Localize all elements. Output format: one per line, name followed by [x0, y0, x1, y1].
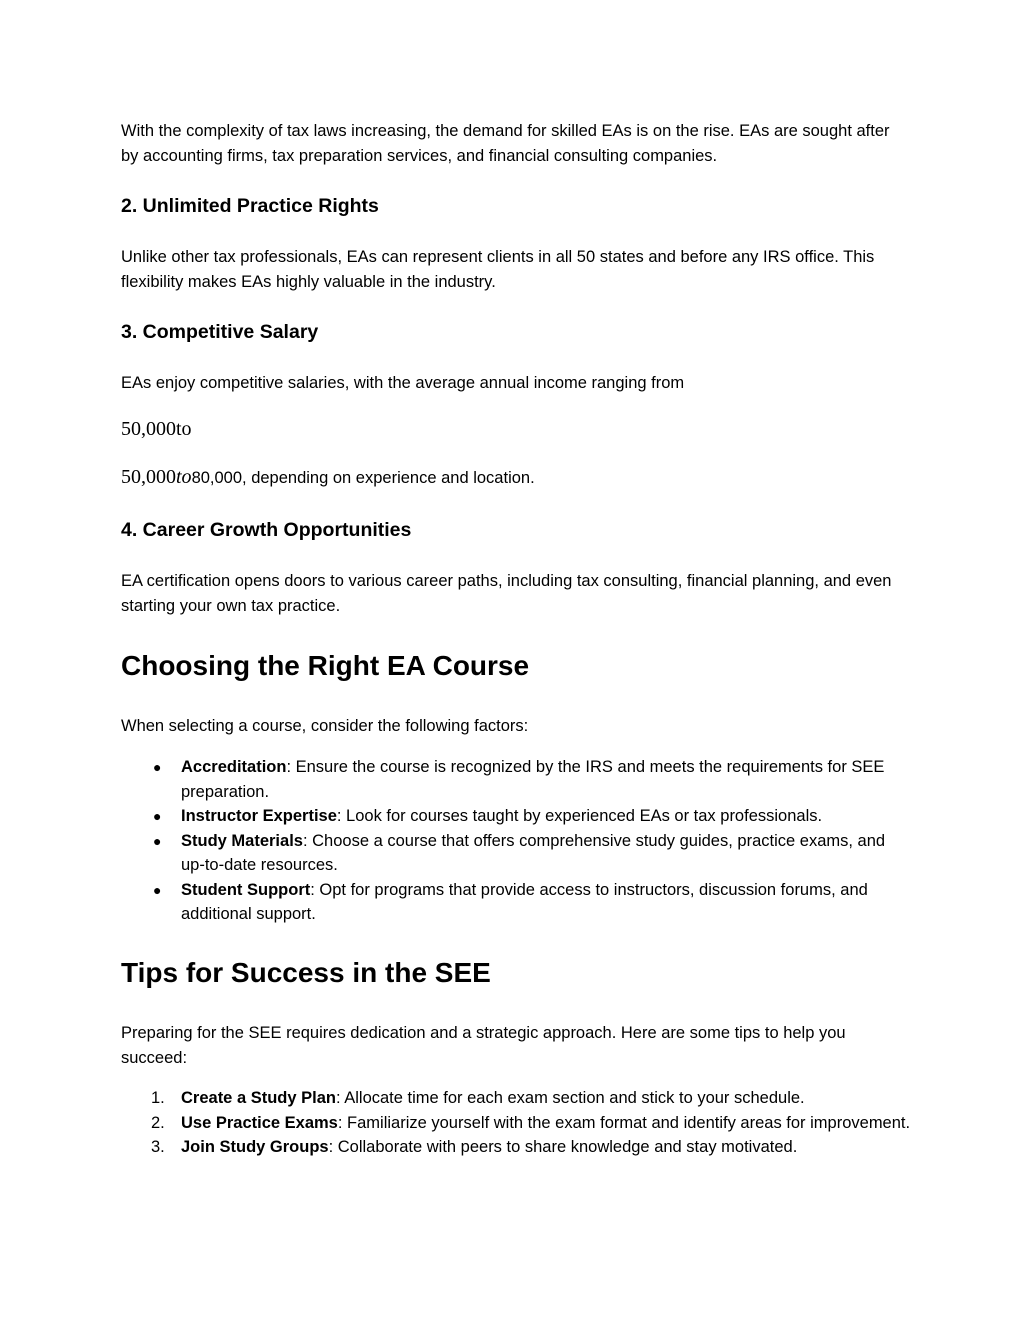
tip-term: Use Practice Exams — [181, 1113, 338, 1132]
list-item — [121, 804, 911, 829]
factor-text: : Ensure the course is recognized by the IRS and meets the requirements for SEE preparation. — [181, 758, 885, 801]
section-heading-competitive-salary: 3. Competitive Salary — [121, 321, 319, 343]
bullet-icon: ● — [153, 832, 162, 849]
list-item — [121, 1135, 911, 1160]
salary-math-number: 50,000 — [121, 466, 176, 488]
heading-choosing-course: Choosing the Right EA Course — [121, 650, 530, 681]
salary-math-line — [121, 417, 911, 443]
section-body-unlimited-practice-rights: Unlike other tax professionals, EAs can represent clients in all 50 states and before any IRS office. This flexibility makes EAs highly valuable in the industry. — [121, 248, 875, 291]
factor-term: Instructor Expertise — [181, 807, 337, 825]
list-item — [121, 755, 911, 804]
factor-text: : Choose a course that offers comprehensive study guides, practice exams, and up-to-date resources. — [181, 831, 886, 874]
choosing-intro: When selecting a course, consider the following factors: — [121, 717, 529, 735]
tip-text: : Allocate time for each exam section and stick to your schedule. — [335, 1089, 805, 1107]
bullet-icon: ● — [153, 881, 162, 898]
list-item — [121, 829, 911, 878]
salary-math-italic: to — [176, 466, 192, 488]
tip-text: : Familiarize yourself with the exam format and identify areas for improvement. — [337, 1113, 911, 1132]
factor-term: Study Materials — [181, 831, 303, 850]
factor-text: : Look for courses taught by experienced EAs or tax professionals. — [336, 807, 823, 825]
factor-text: : Opt for programs that provide access to instructors, discussion forums, and additional support. — [181, 880, 868, 923]
bullet-icon: ● — [153, 759, 162, 775]
list-number: 2. — [151, 1113, 165, 1132]
list-number: 1. — [151, 1089, 165, 1107]
list-item — [121, 878, 911, 927]
list-item — [121, 1086, 911, 1111]
heading-tips-for-success: Tips for Success in the SEE — [121, 957, 491, 988]
tip-term: Join Study Groups — [181, 1138, 329, 1156]
section-body-competitive-salary: EAs enjoy competitive salaries, with the average annual income ranging from — [121, 374, 685, 392]
salary-range-line — [121, 465, 911, 491]
salary-tail-text: 80,000, depending on experience and location. — [191, 469, 535, 487]
section-body-career-growth: EA certification opens doors to various career paths, including tax consulting, financial planning, and even starting your own tax practice. — [121, 572, 892, 615]
tips-intro: Preparing for the SEE requires dedication and a strategic approach. Here are some tips to help you succeed: — [121, 1024, 846, 1067]
section-heading-unlimited-practice-rights: 2. Unlimited Practice Rights — [121, 195, 379, 217]
tips-list — [121, 1086, 911, 1160]
section-heading-career-growth: 4. Career Growth Opportunities — [121, 519, 412, 541]
tip-text: : Collaborate with peers to share knowledge and stay motivated. — [328, 1138, 798, 1156]
list-item — [121, 1111, 911, 1136]
list-number: 3. — [151, 1138, 165, 1156]
tip-term: Create a Study Plan — [181, 1089, 336, 1107]
factor-term: Accreditation — [181, 758, 287, 776]
intro-paragraph: With the complexity of tax laws increasing, the demand for skilled EAs is on the rise. EAs are sought after by accounting firms, tax preparation services, and financial consulting companies. — [121, 122, 890, 165]
factors-list — [121, 755, 911, 927]
bullet-icon: ● — [153, 808, 162, 824]
factor-term: Student Support — [181, 880, 311, 899]
salary-math-text: 50,000to — [121, 418, 192, 440]
